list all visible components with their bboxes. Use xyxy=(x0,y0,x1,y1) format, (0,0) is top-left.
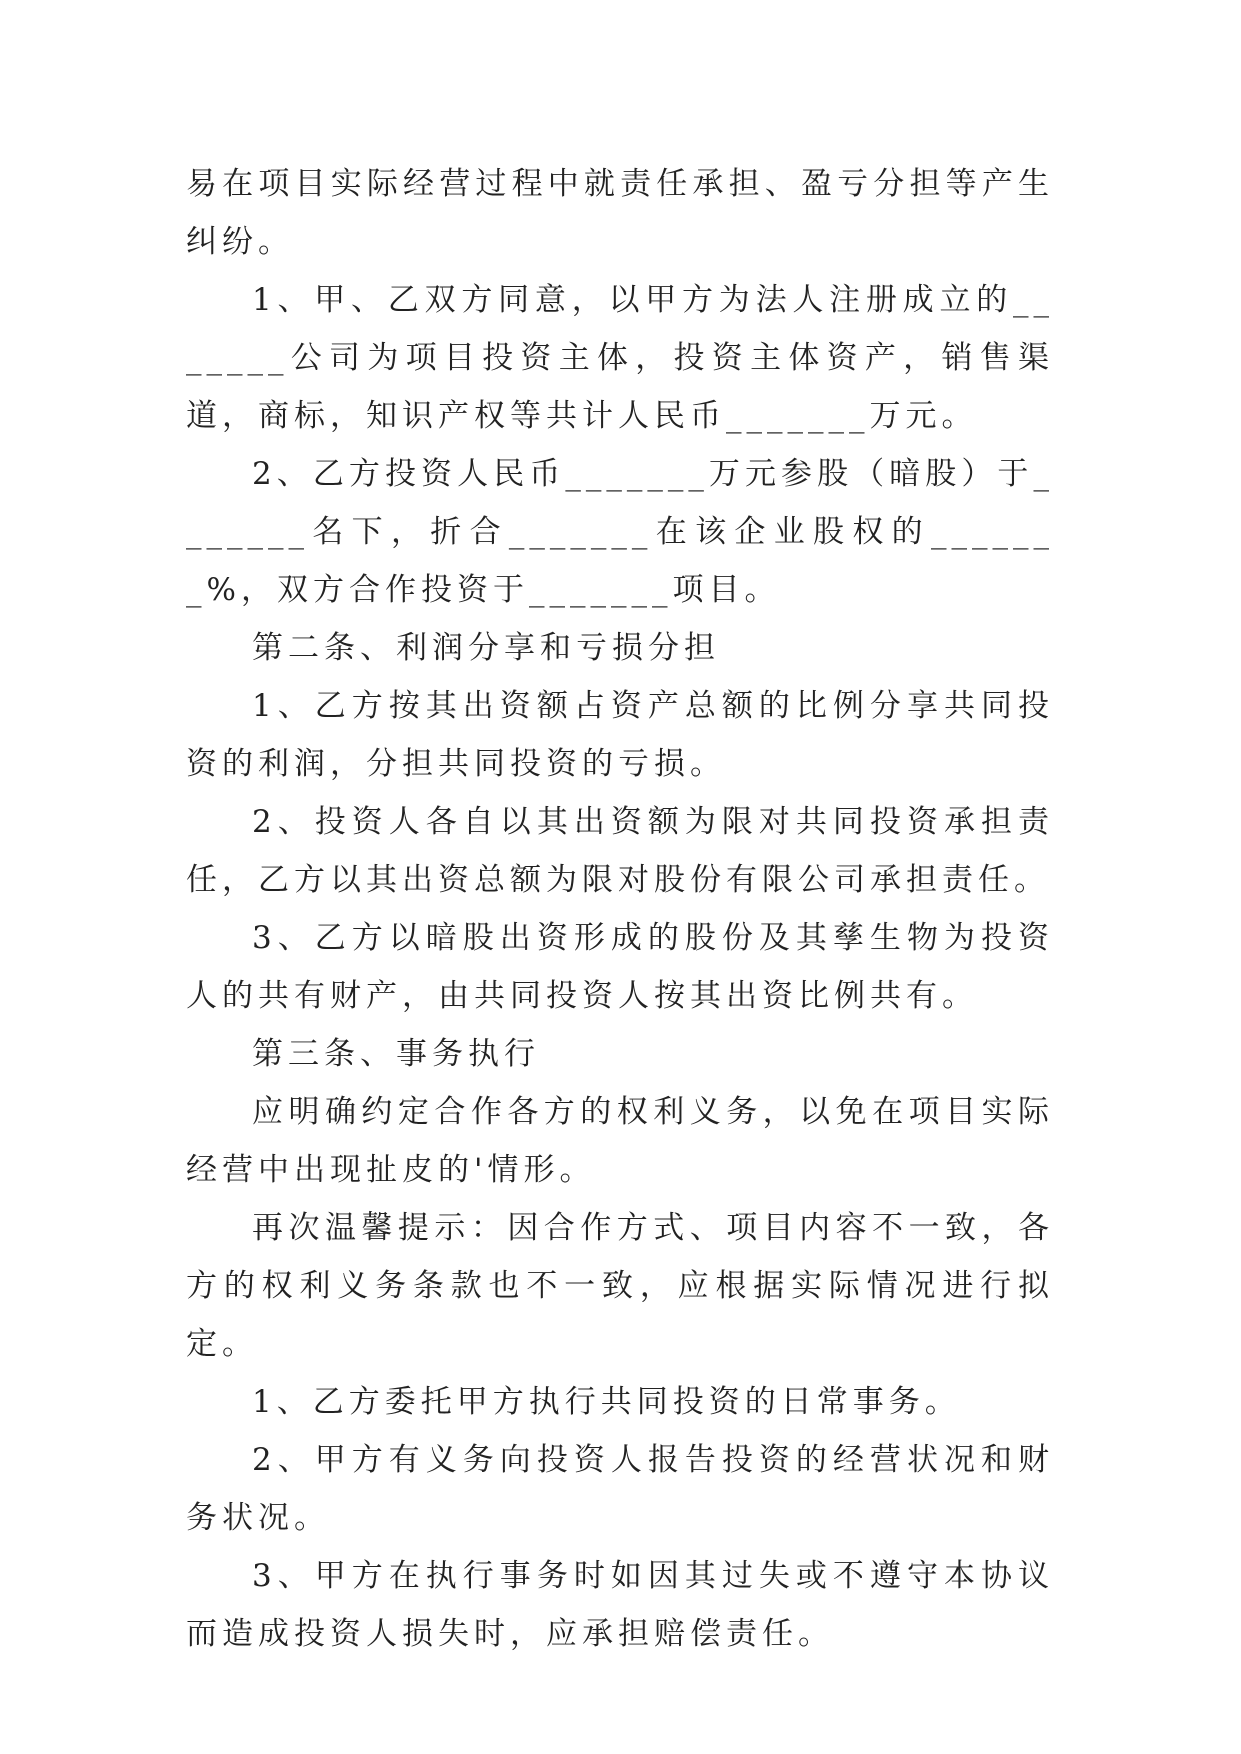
document-body xyxy=(186,155,1054,1663)
paragraph-continuation: 易在项目实际经营过程中就责任承担、盈亏分担等产生纠纷。 xyxy=(186,166,1054,260)
paragraph-compensation: 3、甲方在执行事务时如因其过失或不遵守本协议而造成投资人损失时，应承担赔偿责任。 xyxy=(186,1558,1054,1652)
paragraph-report-duty: 2、甲方有义务向投资人报告投资的经营状况和财务状况。 xyxy=(186,1442,1054,1536)
paragraph-clause-2-silent-share: 2、乙方投资人民币_______万元参股（暗股）于_______名下，折合_______在该企业股权的_______%，双方合作投资于_______项目。 xyxy=(186,456,1054,608)
paragraph-clause-1-investment-entity: 1、甲、乙双方同意，以甲方为法人注册成立的_______公司为项目投资主体，投资主体资产，销售渠道，商标，知识产权等共计人民币_______万元。 xyxy=(186,282,1054,434)
heading-article-2: 第二条、利润分享和亏损分担 xyxy=(252,630,720,666)
heading-article-3: 第三条、事务执行 xyxy=(252,1036,540,1072)
paragraph-reminder: 再次温馨提示：因合作方式、项目内容不一致，各方的权利义务条款也不一致，应根据实际情况进行拟定。 xyxy=(186,1210,1054,1362)
paragraph-liability-limit: 2、投资人各自以其出资额为限对共同投资承担责任，乙方以其出资总额为限对股份有限公司承担责任。 xyxy=(186,804,1054,898)
paragraph-rights-obligations: 应明确约定合作各方的权利义务，以免在项目实际经营中出现扯皮的'情形。 xyxy=(186,1094,1054,1188)
paragraph-entrust-affairs: 1、乙方委托甲方执行共同投资的日常事务。 xyxy=(252,1384,961,1420)
paragraph-common-property: 3、乙方以暗股出资形成的股份及其孳生物为投资人的共有财产，由共同投资人按其出资比例共有。 xyxy=(186,920,1054,1014)
paragraph-profit-sharing: 1、乙方按其出资额占资产总额的比例分享共同投资的利润，分担共同投资的亏损。 xyxy=(186,688,1054,782)
